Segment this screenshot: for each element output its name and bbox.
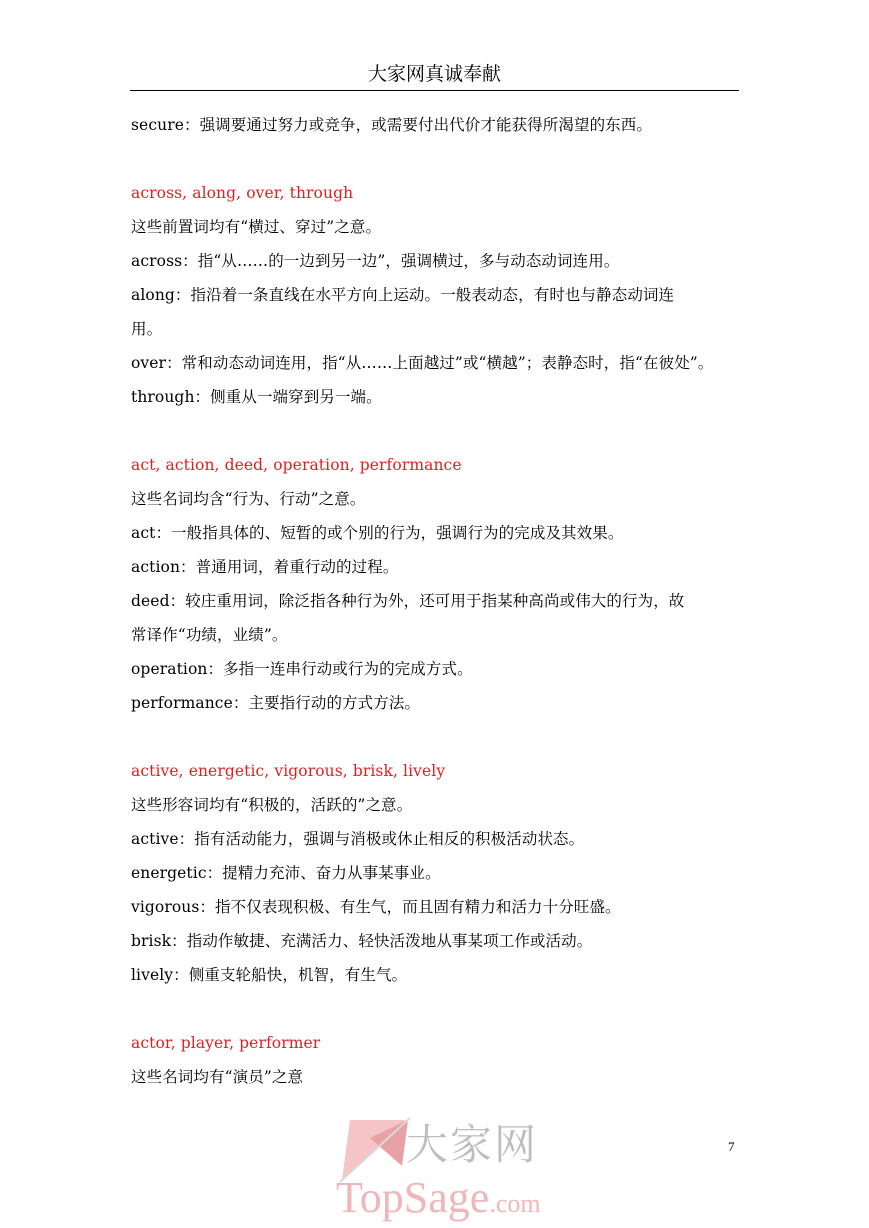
text-line: 这些形容词均有“积极的，活跃的”之意。	[131, 796, 413, 814]
text-line: 这些前置词均有“横过、穿过”之意。	[131, 218, 382, 236]
text-line: 常译作“功绩，业绩”。	[131, 626, 288, 644]
paragraph-gap	[131, 142, 741, 176]
text-line: 这些名词均含“行为、行动”之意。	[131, 490, 366, 508]
synonym-group-heading: act, action, deed, operation, performance	[131, 456, 462, 474]
text-line: operation：多指一连串行动或行为的完成方式。	[131, 660, 473, 678]
document-body	[131, 108, 741, 1094]
topsage-logo	[330, 1108, 540, 1226]
paragraph-gap	[131, 414, 741, 448]
text-line: 用。	[131, 320, 163, 338]
text-line: lively：侧重支轮船快，机智，有生气。	[131, 966, 408, 984]
text-line: across：指“从……的一边到另一边”，强调横过，多与动态动词连用。	[131, 252, 620, 270]
logo-domain-suffix: .com	[489, 1189, 541, 1218]
page-number: 7	[728, 1139, 735, 1154]
text-line: act：一般指具体的、短暂的或个别的行为，强调行为的完成及其效果。	[131, 524, 624, 542]
synonym-group-heading: actor, player, performer	[131, 1034, 321, 1052]
page-header: 大家网真诚奉献	[130, 60, 739, 91]
text-line: secure：强调要通过努力或竞争，或需要付出代价才能获得所渴望的东西。	[131, 116, 652, 134]
text-line: active：指有活动能力，强调与消极或休止相反的积极活动状态。	[131, 830, 585, 848]
text-line: through：侧重从一端穿到另一端。	[131, 388, 382, 406]
logo-chinese-text: 大家网	[406, 1120, 539, 1169]
text-line: vigorous：指不仅表现积极、有生气，而且固有精力和活力十分旺盛。	[131, 898, 621, 916]
text-line: along：指沿着一条直线在水平方向上运动。一般表动态，有时也与静态动词连	[131, 286, 675, 304]
logo-english-text	[336, 1173, 541, 1226]
text-line: over：常和动态动词连用，指“从……上面越过”或“横越”；表静态时，指“在彼处”。	[131, 354, 714, 372]
text-line: action：普通用词，着重行动的过程。	[131, 558, 399, 576]
synonym-group-heading: across, along, over, through	[131, 184, 354, 202]
text-line: performance：主要指行动的方式方法。	[131, 694, 421, 712]
logo-brand: TopSage	[336, 1173, 490, 1222]
text-line: energetic：提精力充沛、奋力从事某事业。	[131, 864, 441, 882]
synonym-group-heading: active, energetic, vigorous, brisk, lively	[131, 762, 446, 780]
paragraph-gap	[131, 720, 741, 754]
text-line: deed：较庄重用词，除泛指各种行为外，还可用于指某种高尚或伟大的行为，故	[131, 592, 685, 610]
text-line: 这些名词均有“演员”之意	[131, 1068, 304, 1086]
paragraph-gap	[131, 992, 741, 1026]
text-line: brisk：指动作敏捷、充满活力、轻快活泼地从事某项工作或活动。	[131, 932, 593, 950]
